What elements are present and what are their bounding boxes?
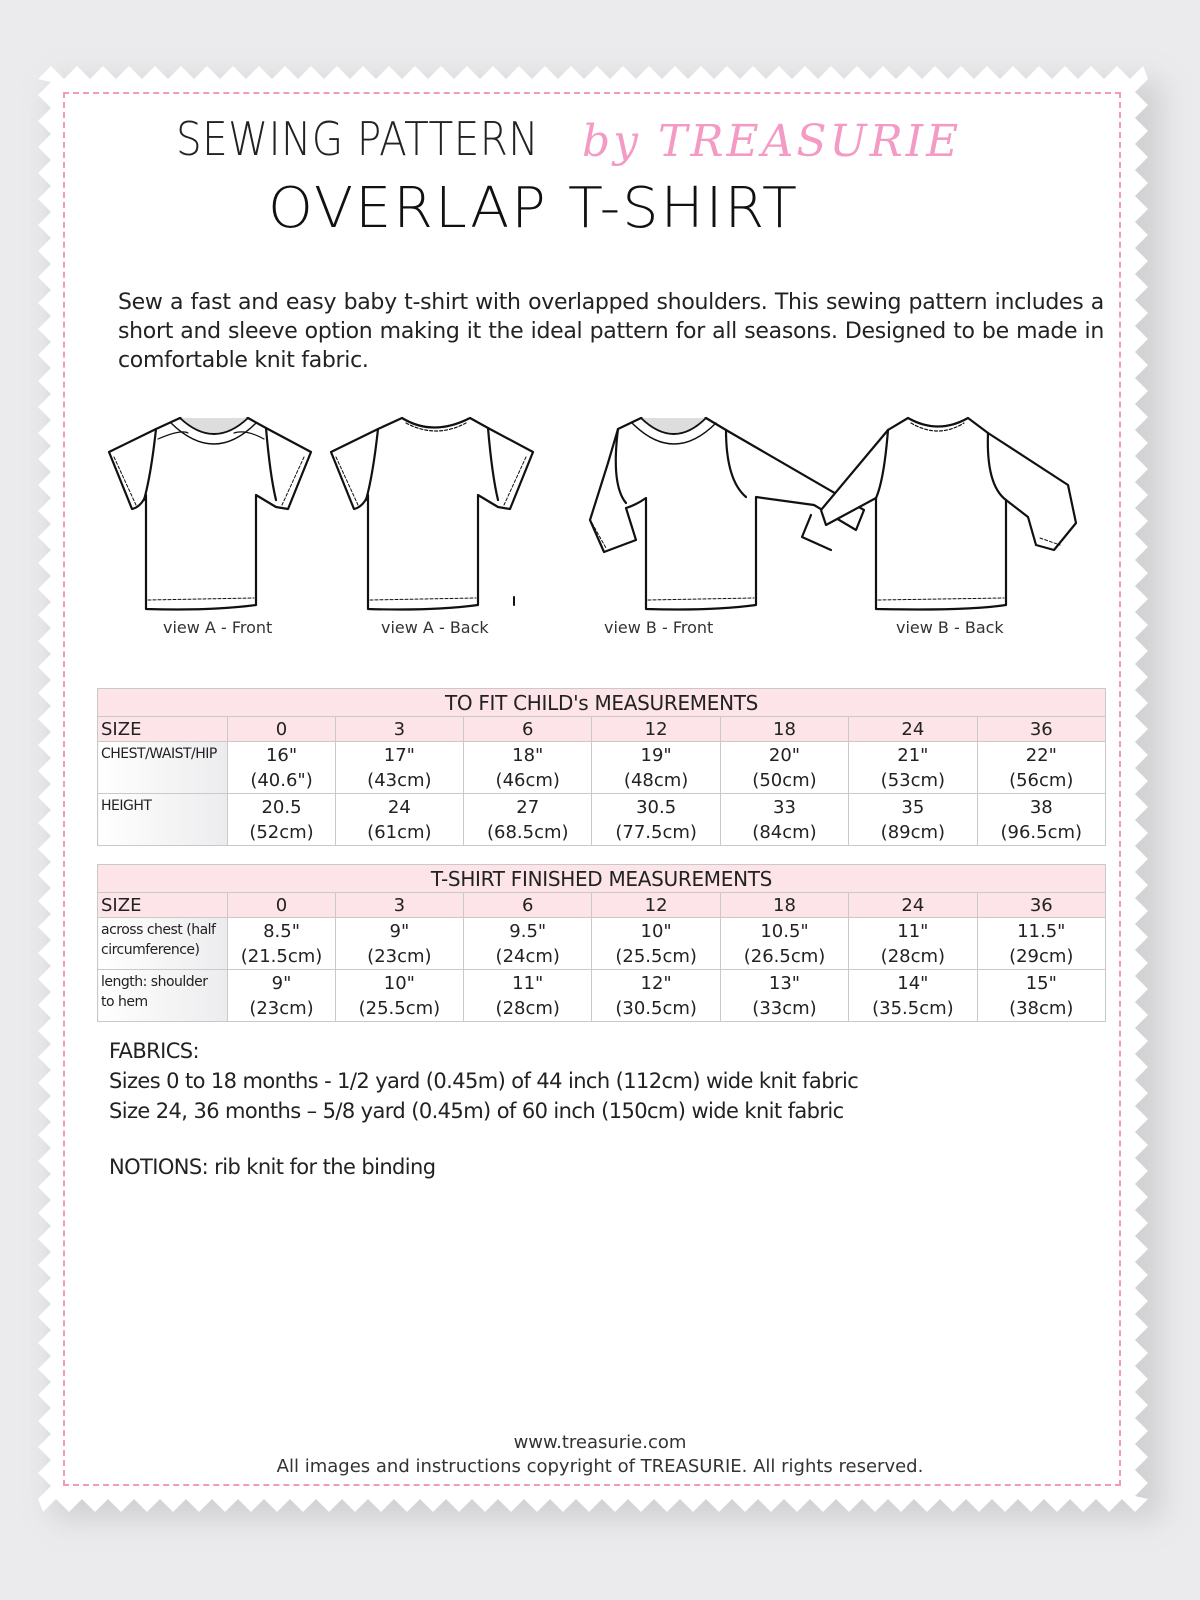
table-row	[98, 794, 1106, 846]
cell: 21" (53cm)	[849, 742, 977, 794]
size-header-row	[98, 717, 1106, 742]
view-label: view A - Back	[381, 618, 489, 637]
brand-name: by TREASURIE	[582, 116, 962, 167]
fabrics-heading: FABRICS:	[109, 1039, 199, 1063]
cell: 8.5" (21.5cm)	[228, 918, 335, 970]
cell: 17" (43cm)	[335, 742, 463, 794]
cell: 11.5" (29cm)	[977, 918, 1105, 970]
cell: 22" (56cm)	[977, 742, 1105, 794]
size-header: 18	[720, 893, 848, 918]
cell: 14" (35.5cm)	[849, 970, 977, 1022]
size-header: 24	[849, 893, 977, 918]
cell: 10" (25.5cm)	[335, 970, 463, 1022]
size-header: 36	[977, 893, 1105, 918]
cell: 35 (89cm)	[849, 794, 977, 846]
size-header: 12	[592, 717, 720, 742]
cell: 9" (23cm)	[228, 970, 335, 1022]
website-link[interactable]: www.treasurie.com	[513, 1432, 687, 1453]
row-label: CHEST/WAIST/HIP	[98, 742, 228, 794]
cell: 27 (68.5cm)	[464, 794, 592, 846]
cell: 10.5" (26.5cm)	[720, 918, 848, 970]
copyright-text: All images and instructions copyright of TREASURIE. All rights reserved.	[276, 1456, 924, 1477]
cell: 12" (30.5cm)	[592, 970, 720, 1022]
finished-measurements-table	[97, 864, 1106, 1022]
pattern-name: OVERLAP T-SHIRT	[268, 176, 799, 241]
child-measurements-table	[97, 688, 1106, 846]
fabrics-section	[109, 1036, 858, 1126]
cell: 15" (38cm)	[977, 970, 1105, 1022]
fabrics-line: Size 24, 36 months – 5/8 yard (0.45m) of 60 inch (150cm) wide knit fabric	[109, 1099, 844, 1123]
cell: 13" (33cm)	[720, 970, 848, 1022]
cell: 11" (28cm)	[849, 918, 977, 970]
cell: 10" (25.5cm)	[592, 918, 720, 970]
intro-description: Sew a fast and easy baby t-shirt with overlapped shoulders. This sewing pattern includes a short and sleeve option making it the ideal pattern for all seasons. Designed to be made in comfortable knit fabric.	[118, 290, 1104, 373]
cell: 9.5" (24cm)	[464, 918, 592, 970]
cell: 19" (48cm)	[592, 742, 720, 794]
cell: 20" (50cm)	[720, 742, 848, 794]
table-row	[98, 970, 1106, 1022]
size-header: 24	[849, 717, 977, 742]
size-label: SIZE	[98, 717, 228, 742]
cell: 24 (61cm)	[335, 794, 463, 846]
row-label: HEIGHT	[98, 794, 228, 846]
table-row	[98, 918, 1106, 970]
cell: 9" (23cm)	[335, 918, 463, 970]
size-header: 6	[464, 893, 592, 918]
title-sewing-pattern: SEWING PATTERN	[176, 112, 540, 166]
size-header: 0	[228, 893, 335, 918]
size-header: 12	[592, 893, 720, 918]
row-label: length: shoulder to hem	[98, 970, 228, 1022]
table-row	[98, 742, 1106, 794]
cell: 11" (28cm)	[464, 970, 592, 1022]
page-title	[176, 112, 589, 166]
table-caption: T-SHIRT FINISHED MEASUREMENTS	[98, 865, 1106, 893]
view-a-front-drawing	[109, 418, 311, 610]
size-header: 36	[977, 717, 1105, 742]
table-caption: TO FIT CHILD's MEASUREMENTS	[98, 689, 1106, 717]
notions-text: NOTIONS: rib knit for the binding	[109, 1155, 436, 1179]
cell: 16" (40.6")	[228, 742, 335, 794]
view-label: view B - Front	[604, 618, 714, 637]
garment-views	[96, 405, 1096, 645]
size-header: 3	[335, 717, 463, 742]
size-header: 0	[228, 717, 335, 742]
view-label: view B - Back	[896, 618, 1004, 637]
cell: 33 (84cm)	[720, 794, 848, 846]
cell: 38 (96.5cm)	[977, 794, 1105, 846]
size-header: 18	[720, 717, 848, 742]
fabrics-line: Sizes 0 to 18 months - 1/2 yard (0.45m) of 44 inch (112cm) wide knit fabric	[109, 1069, 859, 1093]
size-label: SIZE	[98, 893, 228, 918]
size-header: 6	[464, 717, 592, 742]
view-a-back-drawing	[331, 418, 533, 610]
cell: 18" (46cm)	[464, 742, 592, 794]
cell: 20.5 (52cm)	[228, 794, 335, 846]
view-label: view A - Front	[163, 618, 273, 637]
size-header-row	[98, 893, 1106, 918]
size-header: 3	[335, 893, 463, 918]
row-label: across chest (half circumference)	[98, 918, 228, 970]
cell: 30.5 (77.5cm)	[592, 794, 720, 846]
